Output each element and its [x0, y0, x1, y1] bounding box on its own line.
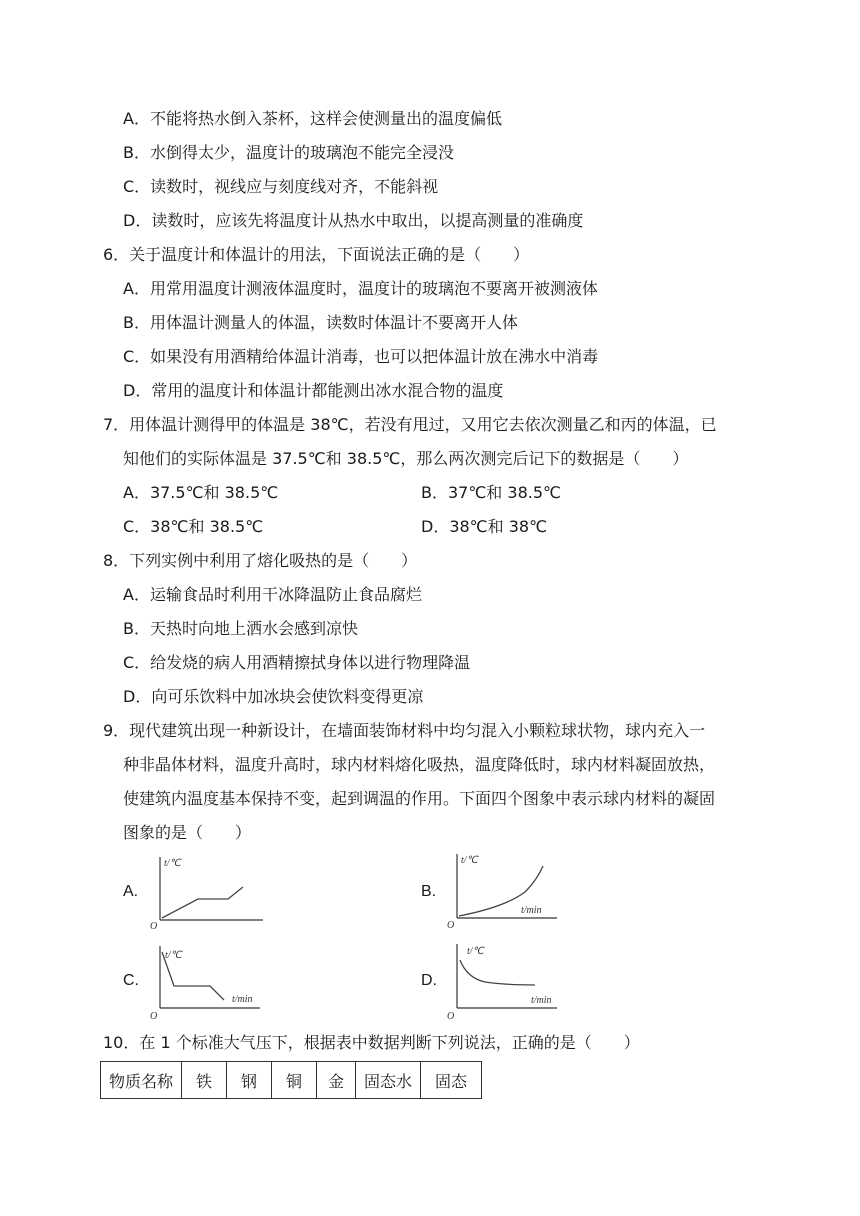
q9-graph-b-yaxis: t/℃ [461, 855, 478, 866]
q9-graph-a-origin: O [150, 921, 158, 930]
q9-graph-d-yaxis: t/℃ [467, 946, 484, 957]
q9-graph-d-origin: O [447, 1011, 455, 1022]
q7-stem-line2: 知他们的实际体温是 37.5℃和 38.5℃，那么两次测完后记下的数据是（ ） [123, 449, 689, 468]
q5-option-a: A．不能将热水倒入茶杯，这样会使测量出的温度偏低 [123, 109, 502, 128]
q7-option-a: A．37.5℃和 38.5℃ [123, 483, 279, 502]
q8-option-a: A．运输食品时利用干冰降温防止食品腐烂 [123, 585, 422, 604]
q6-option-c: C．如果没有用酒精给体温计消毒，也可以把体温计放在沸水中消毒 [123, 347, 599, 366]
q5-option-b: B．水倒得太少，温度计的玻璃泡不能完全浸没 [123, 143, 454, 162]
q9-label-b: B. [421, 883, 437, 900]
q9-graph-b-xaxis: t/min [521, 905, 542, 916]
q9-stem-line1: 9．现代建筑出现一种新设计，在墙面装饰材料中均匀混入小颗粒球状物，球内充入一 [103, 721, 706, 740]
q10-stem: 10．在 1 个标准大气压下，根据表中数据判断下列说法，正确的是（ ） [103, 1033, 640, 1052]
q9-stem-line3: 使建筑内温度基本保持不变，起到调温的作用。下面四个图象中表示球内材料的凝固 [123, 789, 716, 808]
q9-stem-line4: 图象的是（ ） [123, 823, 252, 842]
table-header-cell: 固态 [421, 1062, 482, 1099]
q6-stem: 6．关于温度计和体温计的用法，下面说法正确的是（ ） [103, 245, 530, 264]
q9-graph-c [148, 944, 268, 1022]
q10-data-table [100, 1061, 482, 1099]
q8-option-d: D．向可乐饮料中加冰块会使饮料变得更凉 [123, 687, 424, 706]
q9-graph-b-origin: O [447, 920, 455, 930]
q5-option-c: C．读数时，视线应与刻度线对齐，不能斜视 [123, 177, 439, 196]
table-row [101, 1062, 482, 1099]
q7-option-c: C．38℃和 38.5℃ [123, 517, 264, 536]
q5-option-d: D．读数时，应该先将温度计从热水中取出，以提高测量的准确度 [123, 211, 584, 230]
q7-stem-line1: 7．用体温计测得甲的体温是 38℃，若没有甩过，又用它去依次测量乙和丙的体温，已 [103, 415, 717, 434]
table-header-cell: 钢 [227, 1062, 272, 1099]
q9-label-c: C. [123, 972, 139, 989]
q9-graph-b [445, 852, 560, 930]
q9-label-d: D. [421, 972, 437, 989]
q9-graph-d-xaxis: t/min [531, 995, 552, 1006]
q9-stem-line2: 种非晶体材料，温度升高时，球内材料熔化吸热，温度降低时，球内材料凝固放热， [123, 755, 716, 774]
q6-option-d: D．常用的温度计和体温计都能测出冰水混合物的温度 [123, 381, 504, 400]
q9-graph-c-xaxis: t/min [232, 994, 253, 1005]
table-header-cell: 固态水 [356, 1062, 421, 1099]
q6-option-a: A．用常用温度计测液体温度时，温度计的玻璃泡不要离开被测液体 [123, 279, 598, 298]
table-header-cell: 金 [317, 1062, 356, 1099]
table-header-cell: 铁 [182, 1062, 227, 1099]
table-header-cell: 物质名称 [101, 1062, 182, 1099]
table-header-cell: 铜 [272, 1062, 317, 1099]
q7-option-d: D．38℃和 38℃ [421, 517, 548, 536]
q9-graph-a-yaxis: t/℃ [164, 858, 181, 869]
q8-option-c: C．给发烧的病人用酒精擦拭身体以进行物理降温 [123, 653, 471, 672]
q8-option-b: B．天热时向地上洒水会感到凉快 [123, 619, 358, 638]
q9-graph-d [445, 942, 560, 1022]
q7-option-b: B．37℃和 38.5℃ [421, 483, 561, 502]
q6-option-b: B．用体温计测量人的体温，读数时体温计不要离开人体 [123, 313, 518, 332]
q9-graph-c-yaxis: t/℃ [165, 950, 182, 961]
q9-graph-a [148, 855, 268, 930]
q9-graph-c-origin: O [150, 1011, 158, 1022]
q8-stem: 8．下列实例中利用了熔化吸热的是（ ） [103, 551, 418, 570]
q9-label-a: A. [123, 883, 139, 900]
